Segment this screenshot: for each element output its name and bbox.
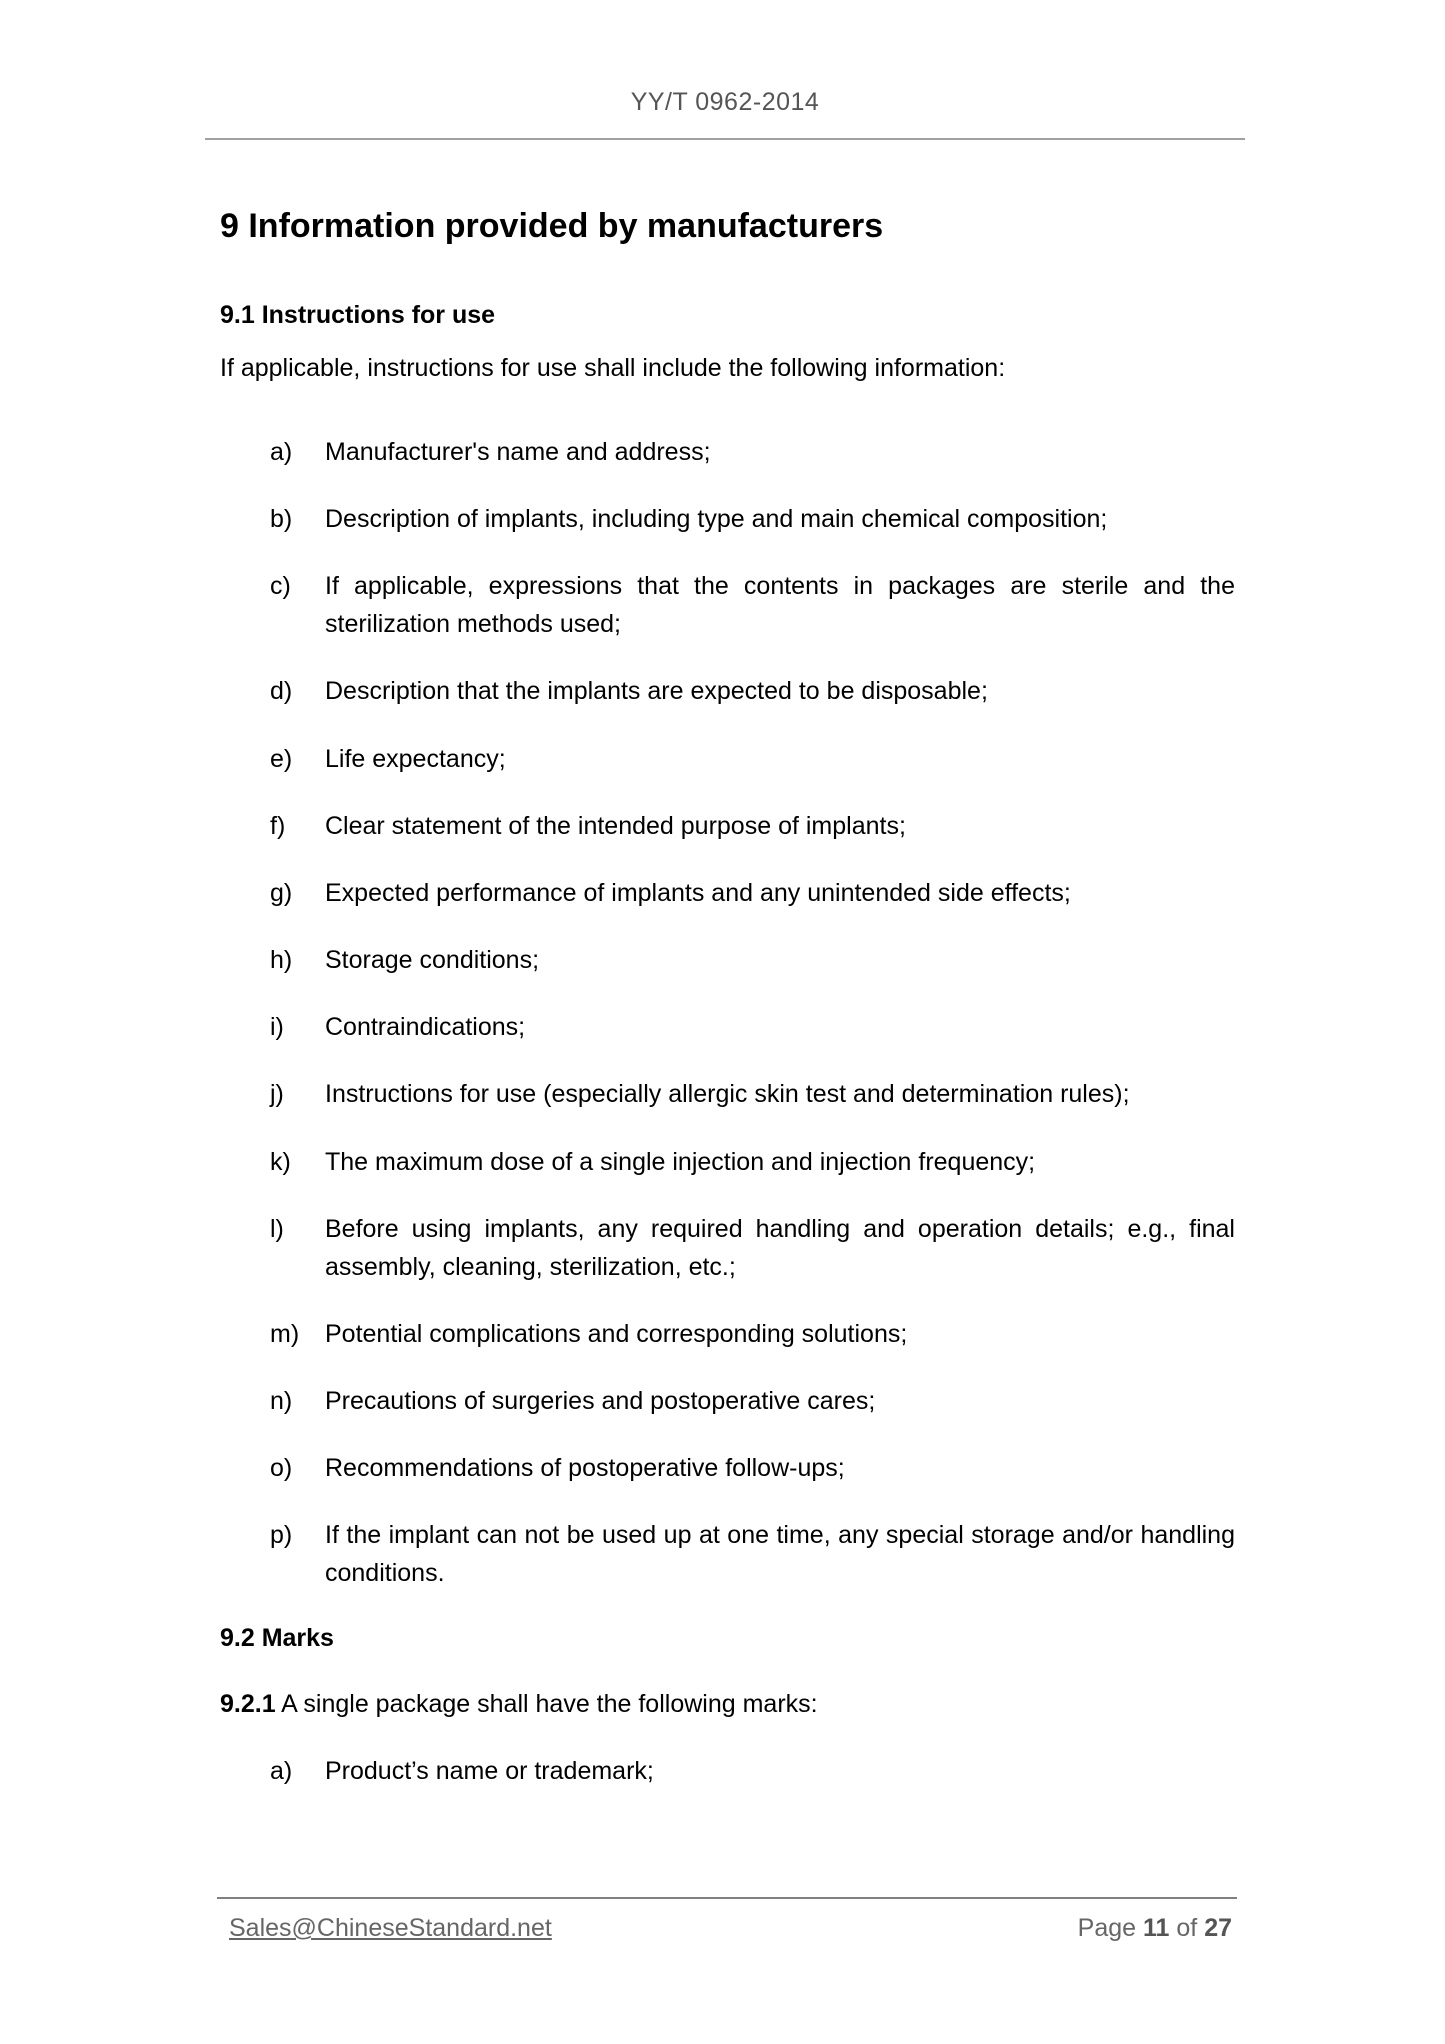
list-item-text: Potential complications and corresponding solutions;	[325, 1320, 908, 1348]
list-item-text: The maximum dose of a single injection and injection frequency;	[325, 1148, 1036, 1176]
list-item	[270, 1752, 1235, 1790]
list-item	[270, 567, 1235, 643]
list-item-label: p)	[270, 1521, 293, 1549]
sales-email-link[interactable]: Sales@ChineseStandard.net	[229, 1914, 552, 1942]
list-item	[270, 672, 1235, 710]
list-item-label: c)	[270, 572, 291, 600]
list-item-label: a)	[270, 438, 293, 466]
subsection-title-marks: 9.2 Marks	[220, 1624, 334, 1652]
list-item	[270, 1143, 1235, 1181]
list-item-label: b)	[270, 505, 293, 533]
document-id-header: YY/T 0962-2014	[630, 88, 820, 116]
page-current: 11	[1143, 1914, 1170, 1942]
clause-number: 9.2.1	[220, 1690, 276, 1718]
list-item	[270, 1449, 1235, 1487]
list-item-text: Before using implants, any required handling and operation details; e.g., final assembly, cleaning, sterilization, etc.;	[325, 1215, 1235, 1281]
list-item-text: Instructions for use (especially allergic skin test and determination rules);	[325, 1080, 1130, 1108]
list-item-label: j)	[270, 1080, 284, 1108]
list-item	[270, 1382, 1235, 1420]
list-item-label: h)	[270, 946, 293, 974]
page-indicator	[1078, 1914, 1232, 1943]
list-item-text: Description of implants, including type and main chemical composition;	[325, 505, 1108, 533]
list-item-text: Contraindications;	[325, 1013, 526, 1041]
list-item	[270, 1516, 1235, 1592]
page-prefix: Page	[1077, 1914, 1143, 1942]
list-item-label: a)	[270, 1757, 293, 1785]
list-item	[270, 433, 1235, 471]
list-item-label: k)	[270, 1148, 291, 1176]
list-item-text: Manufacturer's name and address;	[325, 438, 711, 466]
list-item-text: Product’s name or trademark;	[325, 1757, 654, 1785]
list-item-label: e)	[270, 745, 293, 773]
page-of: of	[1169, 1914, 1205, 1942]
list-item	[270, 941, 1235, 979]
subsection-title-instructions: 9.1 Instructions for use	[220, 301, 496, 329]
list-item	[270, 1315, 1235, 1353]
list-item-label: l)	[270, 1215, 284, 1243]
list-item-text: Expected performance of implants and any unintended side effects;	[325, 879, 1071, 907]
section-title: 9 Information provided by manufacturers	[220, 207, 884, 245]
list-item-label: n)	[270, 1387, 293, 1415]
clause-text: A single package shall have the following marks:	[275, 1690, 818, 1718]
clause-9-2-1	[220, 1685, 818, 1723]
list-item	[270, 1075, 1235, 1113]
list-item	[270, 740, 1235, 778]
page-total: 27	[1204, 1914, 1232, 1942]
list-item-text: If the implant can not be used up at one time, any special storage and/or handling conditions.	[325, 1521, 1235, 1587]
list-item-label: m)	[270, 1320, 300, 1348]
list-item-label: i)	[270, 1013, 284, 1041]
list-item-label: f)	[270, 812, 286, 840]
list-item-label: o)	[270, 1454, 293, 1482]
instructions-intro: If applicable, instructions for use shall include the following information:	[220, 354, 1006, 382]
list-item-label: g)	[270, 879, 293, 907]
list-item-text: Description that the implants are expected to be disposable;	[325, 677, 988, 705]
list-item-text: Clear statement of the intended purpose of implants;	[325, 812, 906, 840]
footer-divider	[217, 1897, 1237, 1899]
list-item	[270, 807, 1235, 845]
list-item-text: If applicable, expressions that the contents in packages are sterile and the sterilization methods used;	[325, 572, 1235, 638]
list-item	[270, 874, 1235, 912]
list-item	[270, 1210, 1235, 1286]
list-item	[270, 500, 1235, 538]
list-item-text: Storage conditions;	[325, 946, 540, 974]
header-divider	[205, 138, 1245, 140]
list-item-text: Recommendations of postoperative follow-ups;	[325, 1454, 845, 1482]
list-item-label: d)	[270, 677, 293, 705]
list-item	[270, 1008, 1235, 1046]
list-item-text: Life expectancy;	[325, 745, 506, 773]
list-item-text: Precautions of surgeries and postoperative cares;	[325, 1387, 876, 1415]
